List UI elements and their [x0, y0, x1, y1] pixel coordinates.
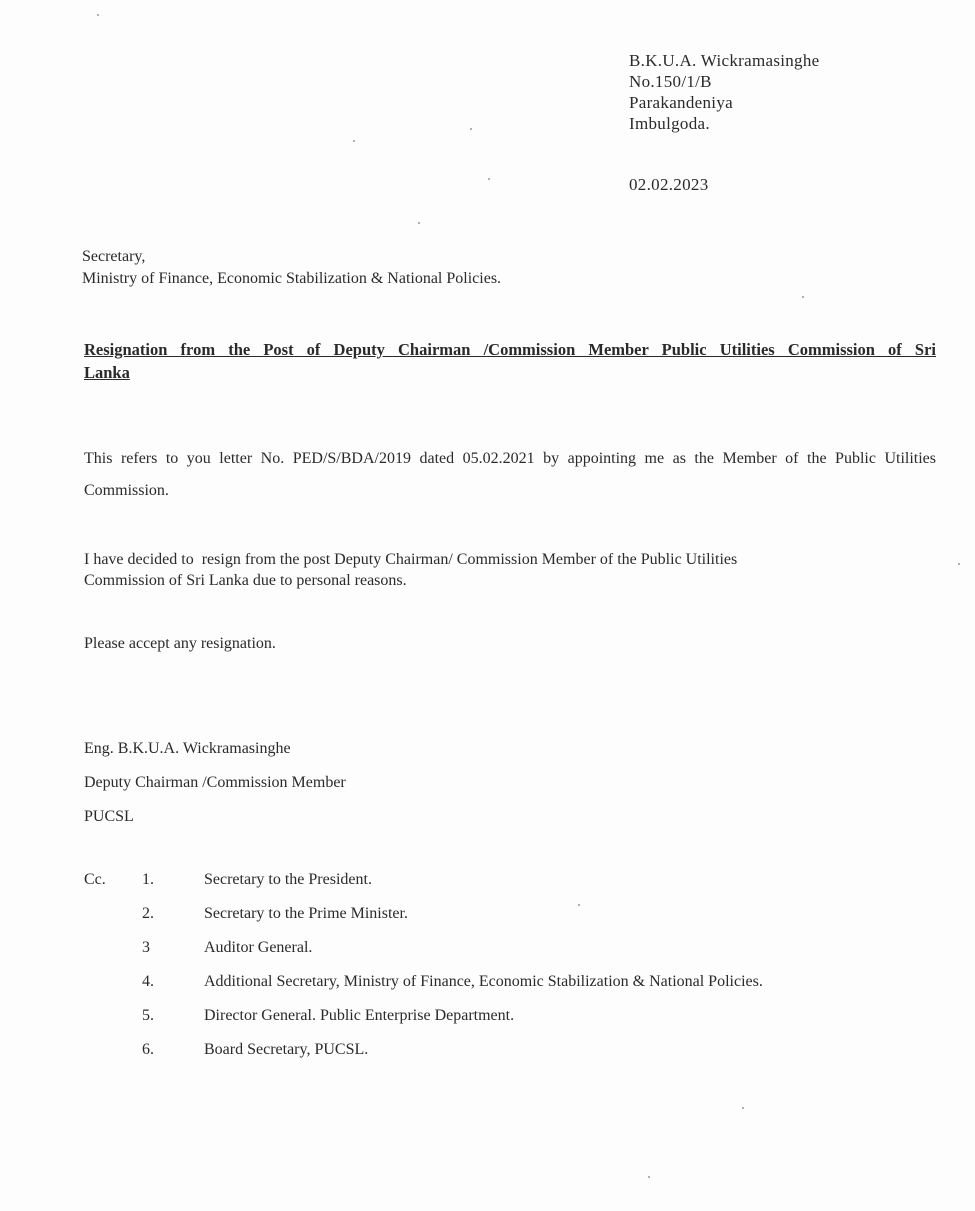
cc-item — [142, 1007, 763, 1041]
scan-speck — [742, 1107, 744, 1109]
scan-speck — [958, 563, 960, 565]
recipient-block — [82, 246, 501, 290]
cc-list — [142, 871, 763, 1075]
scan-speck — [418, 222, 420, 224]
scan-speck — [648, 1176, 650, 1178]
cc-item-text: Director General. Public Enterprise Department. — [204, 1007, 515, 1024]
recipient-title: Secretary, — [82, 248, 146, 265]
letter-date: 02.02.2023 — [629, 175, 709, 194]
scan-speck — [488, 178, 490, 180]
signatory-organization: PUCSL — [84, 808, 134, 825]
body-paragraph-3: Please accept any resignation. — [84, 635, 276, 652]
letter-subject: Resignation from the Post of Deputy Chairman /Commission Member Public Utilities Commission of Sri Lanka — [84, 340, 936, 382]
cc-item-text: Board Secretary, PUCSL. — [204, 1041, 369, 1058]
body-paragraph-2-line-2: Commission of Sri Lanka due to personal reasons. — [84, 572, 407, 589]
cc-item-number: 6. — [142, 1041, 154, 1058]
cc-item-number: 3 — [142, 939, 150, 956]
cc-item-number: 1. — [142, 871, 154, 888]
cc-item-text: Auditor General. — [204, 939, 313, 956]
cc-item-number: 2. — [142, 905, 154, 922]
cc-item — [142, 939, 763, 973]
scan-speck — [578, 904, 580, 906]
body-paragraph-2 — [84, 549, 954, 591]
sender-name: B.K.U.A. Wickramasinghe — [629, 51, 820, 70]
cc-item-text: Secretary to the Prime Minister. — [204, 905, 408, 922]
sender-address-line1: No.150/1/B — [629, 72, 712, 91]
sender-address-line2: Parakandeniya — [629, 93, 733, 112]
cc-item — [142, 1041, 763, 1075]
cc-item-number: 4. — [142, 973, 154, 990]
body-paragraph-1: This refers to you letter No. PED/S/BDA/2019 dated 05.02.2021 by appointing me as the Member of the Public Utilities Commission. — [84, 450, 936, 499]
cc-item — [142, 905, 763, 939]
cc-item — [142, 871, 763, 905]
sender-address-line3: Imbulgoda. — [629, 114, 710, 133]
scan-speck — [97, 14, 99, 16]
body-paragraph-2-line-1: I have decided to resign from the post Deputy Chairman/ Commission Member of the Public Utilities — [84, 551, 738, 568]
cc-item — [142, 973, 763, 1007]
sender-address — [629, 50, 820, 134]
scan-speck — [802, 296, 804, 298]
cc-item-text: Additional Secretary, Ministry of Finance, Economic Stabilization & National Policies. — [204, 973, 763, 990]
cc-label: Cc. — [84, 871, 106, 888]
scan-speck — [470, 128, 472, 130]
scan-speck — [353, 140, 355, 142]
cc-item-number: 5. — [142, 1007, 154, 1024]
signatory-designation: Deputy Chairman /Commission Member — [84, 774, 346, 791]
recipient-ministry: Ministry of Finance, Economic Stabilization & National Policies. — [82, 270, 502, 287]
cc-item-text: Secretary to the President. — [204, 871, 372, 888]
signature-block — [84, 732, 346, 834]
signatory-name: Eng. B.K.U.A. Wickramasinghe — [84, 740, 291, 757]
